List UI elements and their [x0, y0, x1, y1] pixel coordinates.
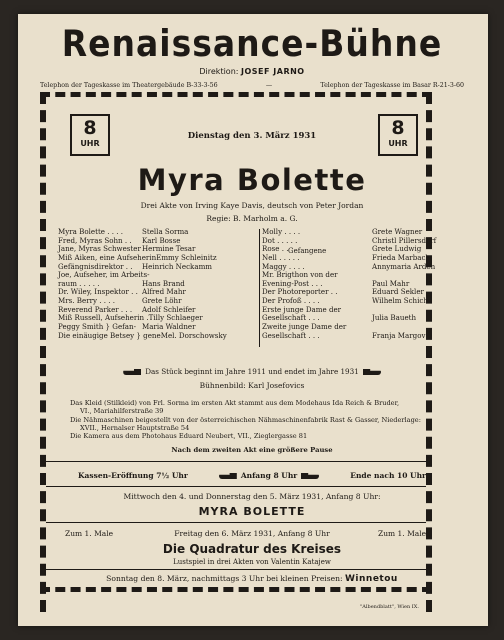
- cast-actor: Emmy Schleinitz: [156, 252, 217, 262]
- time-badge-number: 8: [83, 117, 97, 139]
- divider: [46, 522, 426, 523]
- phone-right: Telephon der Tageskasse im Basar R-21-3-60: [320, 82, 464, 89]
- cast-role: Mrs. Berry . . . .: [58, 296, 116, 306]
- cast-actor: Adolf Schleifer: [142, 304, 196, 314]
- time-period-note: [0, 367, 504, 376]
- cast-actor: Hans Brand: [142, 278, 185, 288]
- pointing-hand-icon: [219, 473, 237, 479]
- cast-actor: Eduard Sekler: [372, 287, 424, 297]
- cast-row: [262, 332, 440, 341]
- cast-actor: Alfred Mahr: [142, 287, 186, 297]
- cast-actor: Grete Wagner: [372, 227, 423, 236]
- direktion-name: JOSEF JARNO: [241, 67, 305, 76]
- cast-role: Miß Aiken, eine Aufseherin: [58, 252, 157, 262]
- dashed-border-bottom: [40, 587, 432, 592]
- premiere-note-left: Zum 1. Male: [65, 529, 114, 538]
- play-title: Myra Bolette: [137, 163, 367, 197]
- cast-role: Maggy . . . .: [262, 261, 305, 271]
- credit-note: Die Kamera aus dem Photohaus Eduard Neubert, VII., Zieglergasse 81: [70, 432, 308, 441]
- cast-actor: Grete Ludwig: [372, 244, 422, 254]
- cast-role: Joe, Aufseher, im Arbeits-: [58, 270, 150, 280]
- cast-actor: Paul Mahr: [372, 278, 410, 288]
- theatre-title: Renaissance-Bühne: [61, 22, 443, 65]
- divider: [46, 569, 426, 570]
- cast-actor: Tilly Schlaeger: [148, 313, 203, 323]
- cast-role: Myra Bolette . . . .: [58, 227, 124, 236]
- cast-role: Gefängnisdirektor . .: [58, 261, 133, 271]
- play-regie: Regie: B. Marholm a. G.: [206, 214, 298, 223]
- time-period-text: Das Stück beginnt im Jahre 1911 und endet im Jahre 1931: [145, 367, 359, 376]
- cast-actor: Maria Waldner: [142, 322, 196, 332]
- cast-role: Gesellschaft . . .: [262, 313, 320, 323]
- divider: [46, 486, 426, 487]
- divider: [46, 461, 426, 462]
- buehnenbild: Bühnenbild: Karl Josefovics: [199, 381, 305, 390]
- cast-role: Erste junge Dame der: [262, 304, 342, 314]
- pause-note: Nach dem zweiten Akt eine größere Pause: [171, 446, 333, 454]
- direktion-line: [0, 67, 504, 76]
- cast-actor: Karl Bosse: [142, 235, 181, 245]
- pointing-hand-icon: [123, 369, 141, 375]
- phone-separator: —: [265, 82, 273, 89]
- play-subtitle: Drei Akte von Irving Kaye Davis, deutsch von Peter Jordan: [140, 201, 364, 210]
- cast-actor: Wilhelm Schich: [372, 296, 428, 306]
- cast-role: Der Profoß . . . .: [262, 296, 320, 306]
- cast-actor: Heinrich Neckamm: [142, 261, 213, 271]
- cast-role: Dot . . . . .: [262, 235, 298, 245]
- cast-divider: [259, 229, 260, 347]
- end-time: Ende nach 10 Uhr: [350, 471, 426, 480]
- performance-date: Dienstag den 3. März 1931: [187, 131, 317, 141]
- sunday-line: [0, 574, 504, 584]
- premiere-note-right: Zum 1. Male: [378, 529, 427, 538]
- next-performance-date: Mittwoch den 4. und Donnerstag den 5. März 1931, Anfang 8 Uhr:: [123, 492, 381, 501]
- cast-list-left: [58, 228, 258, 340]
- cast-actor: Mel. Dorschowsky: [160, 330, 227, 340]
- friday-subtitle: Lustspiel in drei Akten von Valentin Katajew: [173, 558, 331, 566]
- cast-list-right: [262, 228, 440, 340]
- next-performance-title: MYRA BOLETTE: [198, 505, 306, 518]
- time-badge-unit: UHR: [388, 139, 408, 148]
- cast-actor: Christl Pillersdorf: [372, 235, 437, 245]
- credit-note: Die Nähmaschinen beigestellt von der österreichischen Nähmaschinenfabrik Rast & Gasser, Niederlage:: [70, 415, 421, 424]
- pointing-hand-icon: [301, 473, 319, 479]
- cast-role: Gesellschaft . . .: [262, 330, 320, 340]
- phone-left: Telephon der Tageskasse im Theatergebäude B-33-3-56: [40, 82, 218, 89]
- schedule-line: [78, 471, 426, 480]
- cast-role: Molly . . . .: [262, 227, 301, 236]
- cast-role: Reverend Parker . . .: [58, 304, 133, 314]
- box-office-opening: Kassen-Eröffnung 7½ Uhr: [78, 471, 188, 480]
- credit-note: VI., Mariahilferstraße 39: [80, 407, 164, 416]
- cast-role: Die einäugige Betsey } gene: [58, 330, 161, 340]
- cast-role: Nell . . . . .: [262, 252, 300, 262]
- cast-group-label: Gefangene: [288, 247, 327, 255]
- cast-role: Dr. Wiley, Inspektor . .: [58, 287, 138, 297]
- cast-actor: Frieda Marbach: [372, 252, 431, 262]
- direktion-label: Direktion:: [199, 67, 242, 76]
- cast-actor: Stella Sorma: [142, 227, 189, 236]
- cast-role: raum . . . . .: [58, 278, 100, 288]
- cast-role: Fred, Myras Sohn . .: [58, 235, 132, 245]
- cast-actor: Julia Baueth: [372, 313, 417, 323]
- start-time-text: Anfang 8 Uhr: [240, 471, 298, 480]
- sunday-text: Sonntag den 8. März, nachmittags 3 Uhr bei kleinen Preisen:: [106, 574, 345, 583]
- cast-role: Mr. Brigthon von der: [262, 270, 338, 280]
- cast-role: Zweite junge Dame der: [262, 322, 347, 332]
- printer-credit: "Albendblatt", Wien IX.: [360, 604, 419, 610]
- cast-role: Der Photoreporter . .: [262, 287, 338, 297]
- credit-note: Das Kleid (Stilkleid) von Frl. Sorma im ersten Akt stammt aus dem Modehaus Ida Reich & Bruder,: [70, 399, 400, 407]
- time-badge-number: 8: [391, 117, 405, 139]
- cast-role: Evening-Post . . .: [262, 278, 323, 288]
- credit-note: XVII., Hernalser Hauptstraße 54: [80, 423, 190, 432]
- sunday-title: Winnetou: [345, 574, 398, 584]
- credits-notes: [70, 399, 430, 440]
- cast-actor: Grete Löhr: [142, 296, 182, 306]
- time-badge-unit: UHR: [80, 139, 100, 148]
- cast-actor: Annymaria Arden: [372, 261, 436, 271]
- friday-title: Die Quadratur des Kreises: [162, 542, 342, 556]
- cast-role: Miß Russell, Aufseherin .: [58, 313, 149, 323]
- friday-date: Freitag den 6. März 1931, Anfang 8 Uhr: [174, 529, 330, 538]
- cast-actor: Franja Margov: [372, 330, 426, 340]
- pointing-hand-icon: [363, 369, 381, 375]
- start-time: [215, 471, 323, 480]
- cast-row: [58, 332, 258, 341]
- phone-line: [40, 82, 464, 89]
- cast-role: Jane, Myras Schwester: [58, 244, 141, 254]
- cast-role: Rose . .: [262, 244, 289, 254]
- cast-actor: Hermine Tesar: [142, 244, 196, 254]
- cast-role: Peggy Smith } Gefan-: [58, 322, 136, 332]
